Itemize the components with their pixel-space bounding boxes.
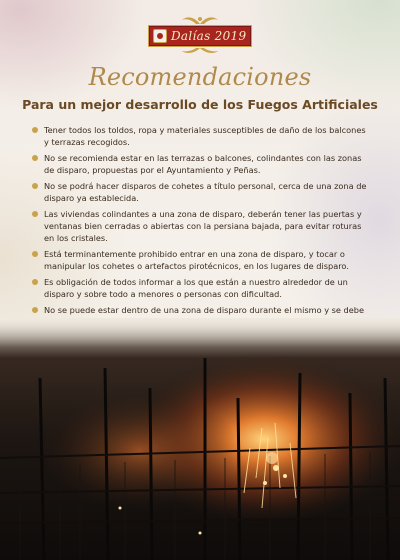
recommendation-item (34, 124, 372, 148)
recommendation-text: Está terminantemente prohibido entrar en una zona de disparo, y tocar o manipular los cohetes o artefactos pirotécnicos, en los lugares de disparo. (44, 249, 349, 271)
bullet-icon (32, 127, 38, 133)
page-title: Recomendaciones (88, 63, 312, 91)
recommendation-item (34, 276, 372, 300)
recommendation-text: No se puede estar dentro de una zona de disparo durante el mismo y se debe (44, 305, 365, 315)
event-badge (148, 25, 252, 47)
recommendation-text: Es obligación de todos informar a los que están a nuestro alrededor de un disparo y sobre todo a menores o personas con dificultad. (44, 277, 348, 299)
header-badge (140, 12, 260, 56)
recommendation-item (34, 248, 372, 272)
recommendation-item (34, 152, 372, 176)
bullet-icon (32, 307, 38, 313)
recommendation-text: Tener todos los toldos, ropa y materiales susceptibles de daño de los balcones y terrazas recogidos. (44, 125, 366, 147)
recommendation-text: No se podrá hacer disparos de cohetes a título personal, cerca de una zona de disparo ya establecida. (44, 181, 367, 203)
badge-text: Dalías 2019 (171, 29, 247, 43)
recommendations-list (34, 124, 372, 332)
bullet-icon (32, 251, 38, 257)
fireworks-scaffold-image (0, 318, 400, 560)
coat-of-arms-icon (153, 29, 167, 43)
fireworks-photo (0, 318, 400, 560)
bullet-icon (32, 155, 38, 161)
recommendation-text: Las viviendas colindantes a una zona de disparo, deberán tener las puertas y ventanas bien cerradas o abiertas con la persiana bajada, para evitar roturas en los cristales. (44, 209, 362, 243)
bullet-icon (32, 183, 38, 189)
recommendation-item (34, 208, 372, 244)
bullet-icon (32, 279, 38, 285)
page-subtitle: Para un mejor desarrollo de los Fuegos Artificiales (22, 97, 378, 112)
bullet-icon (32, 211, 38, 217)
recommendation-text: No se recomienda estar en las terrazas o balcones, colindantes con las zonas de disparo, propuestas por el Ayuntamiento y Peñas. (44, 153, 362, 175)
recommendation-item (34, 180, 372, 204)
